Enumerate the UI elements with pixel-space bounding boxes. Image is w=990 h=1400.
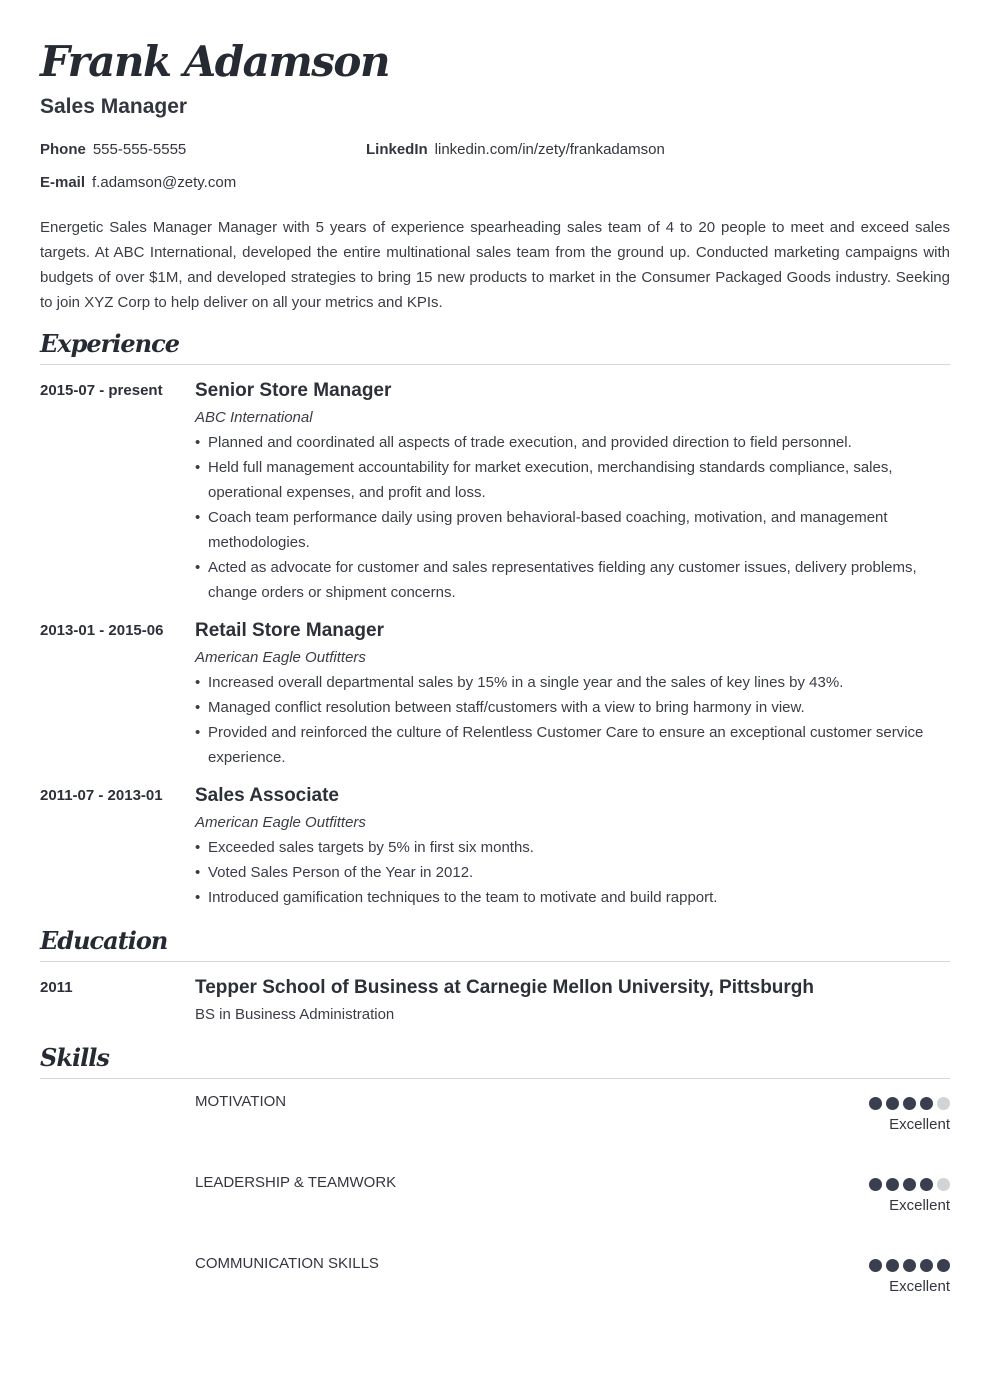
job-bullets xyxy=(195,835,950,910)
job-company: American Eagle Outfitters xyxy=(195,814,366,831)
job-bullet: • Coach team performance daily using proven behavioral-based coaching, motivation, and management methodologies. xyxy=(195,505,950,555)
candidate-headline: Sales Manager xyxy=(40,95,188,118)
school-name: Tepper School of Business at Carnegie Mellon University, Pittsburgh xyxy=(195,977,815,998)
job-bullet: • Acted as advocate for customer and sales representatives fielding any customer issues, delivery problems, change orders or shipment concerns. xyxy=(195,555,950,605)
rating-dot-filled xyxy=(920,1259,933,1272)
job-dates: 2015-07 - present xyxy=(40,382,163,399)
job-title: Senior Store Manager xyxy=(195,380,392,401)
degree-name: BS in Business Administration xyxy=(195,1006,395,1023)
rating-dot-filled xyxy=(937,1259,950,1272)
job-bullet: • Increased overall departmental sales by 15% in a single year and the sales of key lines by 43%. xyxy=(195,670,950,695)
skill-item xyxy=(195,1092,950,1152)
rating-dot-filled xyxy=(869,1259,882,1272)
education-details xyxy=(195,978,950,1027)
skill-rating-dots xyxy=(869,1178,950,1191)
profile-summary: Energetic Sales Manager Manager with 5 years of experience spearheading sales team of 4 to 20 people to meet and exceed sales targets. At ABC International, developed the entire multinational sales team from the ground up. Conducted marketing campaigns with budgets of over $1M, and developed strategies to bring 15 new products to market in the Consumer Packaged Goods industry. Seeking to join XYZ Corp to help deliver on all your metrics and KPIs. xyxy=(40,219,950,311)
rating-dot-filled xyxy=(869,1097,882,1110)
education-year: 2011 xyxy=(40,979,73,996)
rating-dot-filled xyxy=(886,1259,899,1272)
section-divider xyxy=(40,961,950,962)
job-details xyxy=(195,786,950,910)
job-bullet: • Provided and reinforced the culture of Relentless Customer Care to ensure an exceptional customer service experience. xyxy=(195,720,950,770)
job-bullets xyxy=(195,670,950,770)
phone-label: Phone xyxy=(40,141,86,158)
skill-level: Excellent xyxy=(889,1116,950,1133)
section-title-experience: Experience xyxy=(40,329,180,358)
job-bullet: • Exceeded sales targets by 5% in first six months. xyxy=(195,835,950,860)
contact-linkedin xyxy=(366,140,665,160)
email-link[interactable]: f.adamson@zety.com xyxy=(92,174,237,191)
job-details xyxy=(195,381,950,605)
job-title: Sales Associate xyxy=(195,785,339,806)
rating-dot-filled xyxy=(903,1259,916,1272)
candidate-name: Frank Adamson xyxy=(40,37,389,86)
skill-item xyxy=(195,1173,950,1233)
skill-item xyxy=(195,1254,950,1314)
phone-value: 555-555-5555 xyxy=(92,141,187,158)
skill-level: Excellent xyxy=(889,1278,950,1295)
skill-name: MOTIVATION xyxy=(195,1093,287,1110)
contact-phone xyxy=(40,140,186,160)
rating-dot-filled xyxy=(903,1178,916,1191)
job-bullet: • Managed conflict resolution between staff/customers with a view to bring harmony in view. xyxy=(195,695,950,720)
rating-dot-filled xyxy=(903,1097,916,1110)
rating-dot-filled xyxy=(886,1097,899,1110)
job-title: Retail Store Manager xyxy=(195,620,384,641)
job-bullets xyxy=(195,430,950,605)
rating-dot-filled xyxy=(920,1097,933,1110)
skill-rating-dots xyxy=(869,1097,950,1110)
job-company: American Eagle Outfitters xyxy=(195,649,366,666)
job-dates: 2013-01 - 2015-06 xyxy=(40,622,164,639)
job-bullet: • Held full management accountability for market execution, merchandising standards compliance, sales, operational expenses, and profit and loss. xyxy=(195,455,950,505)
contact-email xyxy=(40,173,236,193)
rating-dot-empty xyxy=(937,1178,950,1191)
section-divider xyxy=(40,364,950,365)
email-label: E-mail xyxy=(40,174,86,191)
section-title-skills: Skills xyxy=(40,1043,109,1072)
job-dates: 2011-07 - 2013-01 xyxy=(40,787,163,804)
skill-name: COMMUNICATION SKILLS xyxy=(195,1255,379,1272)
rating-dot-filled xyxy=(886,1178,899,1191)
rating-dot-empty xyxy=(937,1097,950,1110)
skill-name: LEADERSHIP & TEAMWORK xyxy=(195,1174,397,1191)
job-details xyxy=(195,621,950,770)
job-bullet: • Introduced gamification techniques to the team to motivate and build rapport. xyxy=(195,885,950,910)
job-bullet: • Voted Sales Person of the Year in 2012. xyxy=(195,860,950,885)
skill-rating-dots xyxy=(869,1259,950,1272)
section-divider xyxy=(40,1078,950,1079)
linkedin-link[interactable]: linkedin.com/in/zety/frankadamson xyxy=(434,141,665,158)
section-title-education: Education xyxy=(40,926,168,955)
skill-level: Excellent xyxy=(889,1197,950,1214)
rating-dot-filled xyxy=(869,1178,882,1191)
linkedin-label: LinkedIn xyxy=(366,141,428,158)
job-company: ABC International xyxy=(195,409,313,426)
job-bullet: • Planned and coordinated all aspects of trade execution, and provided direction to field personnel. xyxy=(195,430,950,455)
rating-dot-filled xyxy=(920,1178,933,1191)
